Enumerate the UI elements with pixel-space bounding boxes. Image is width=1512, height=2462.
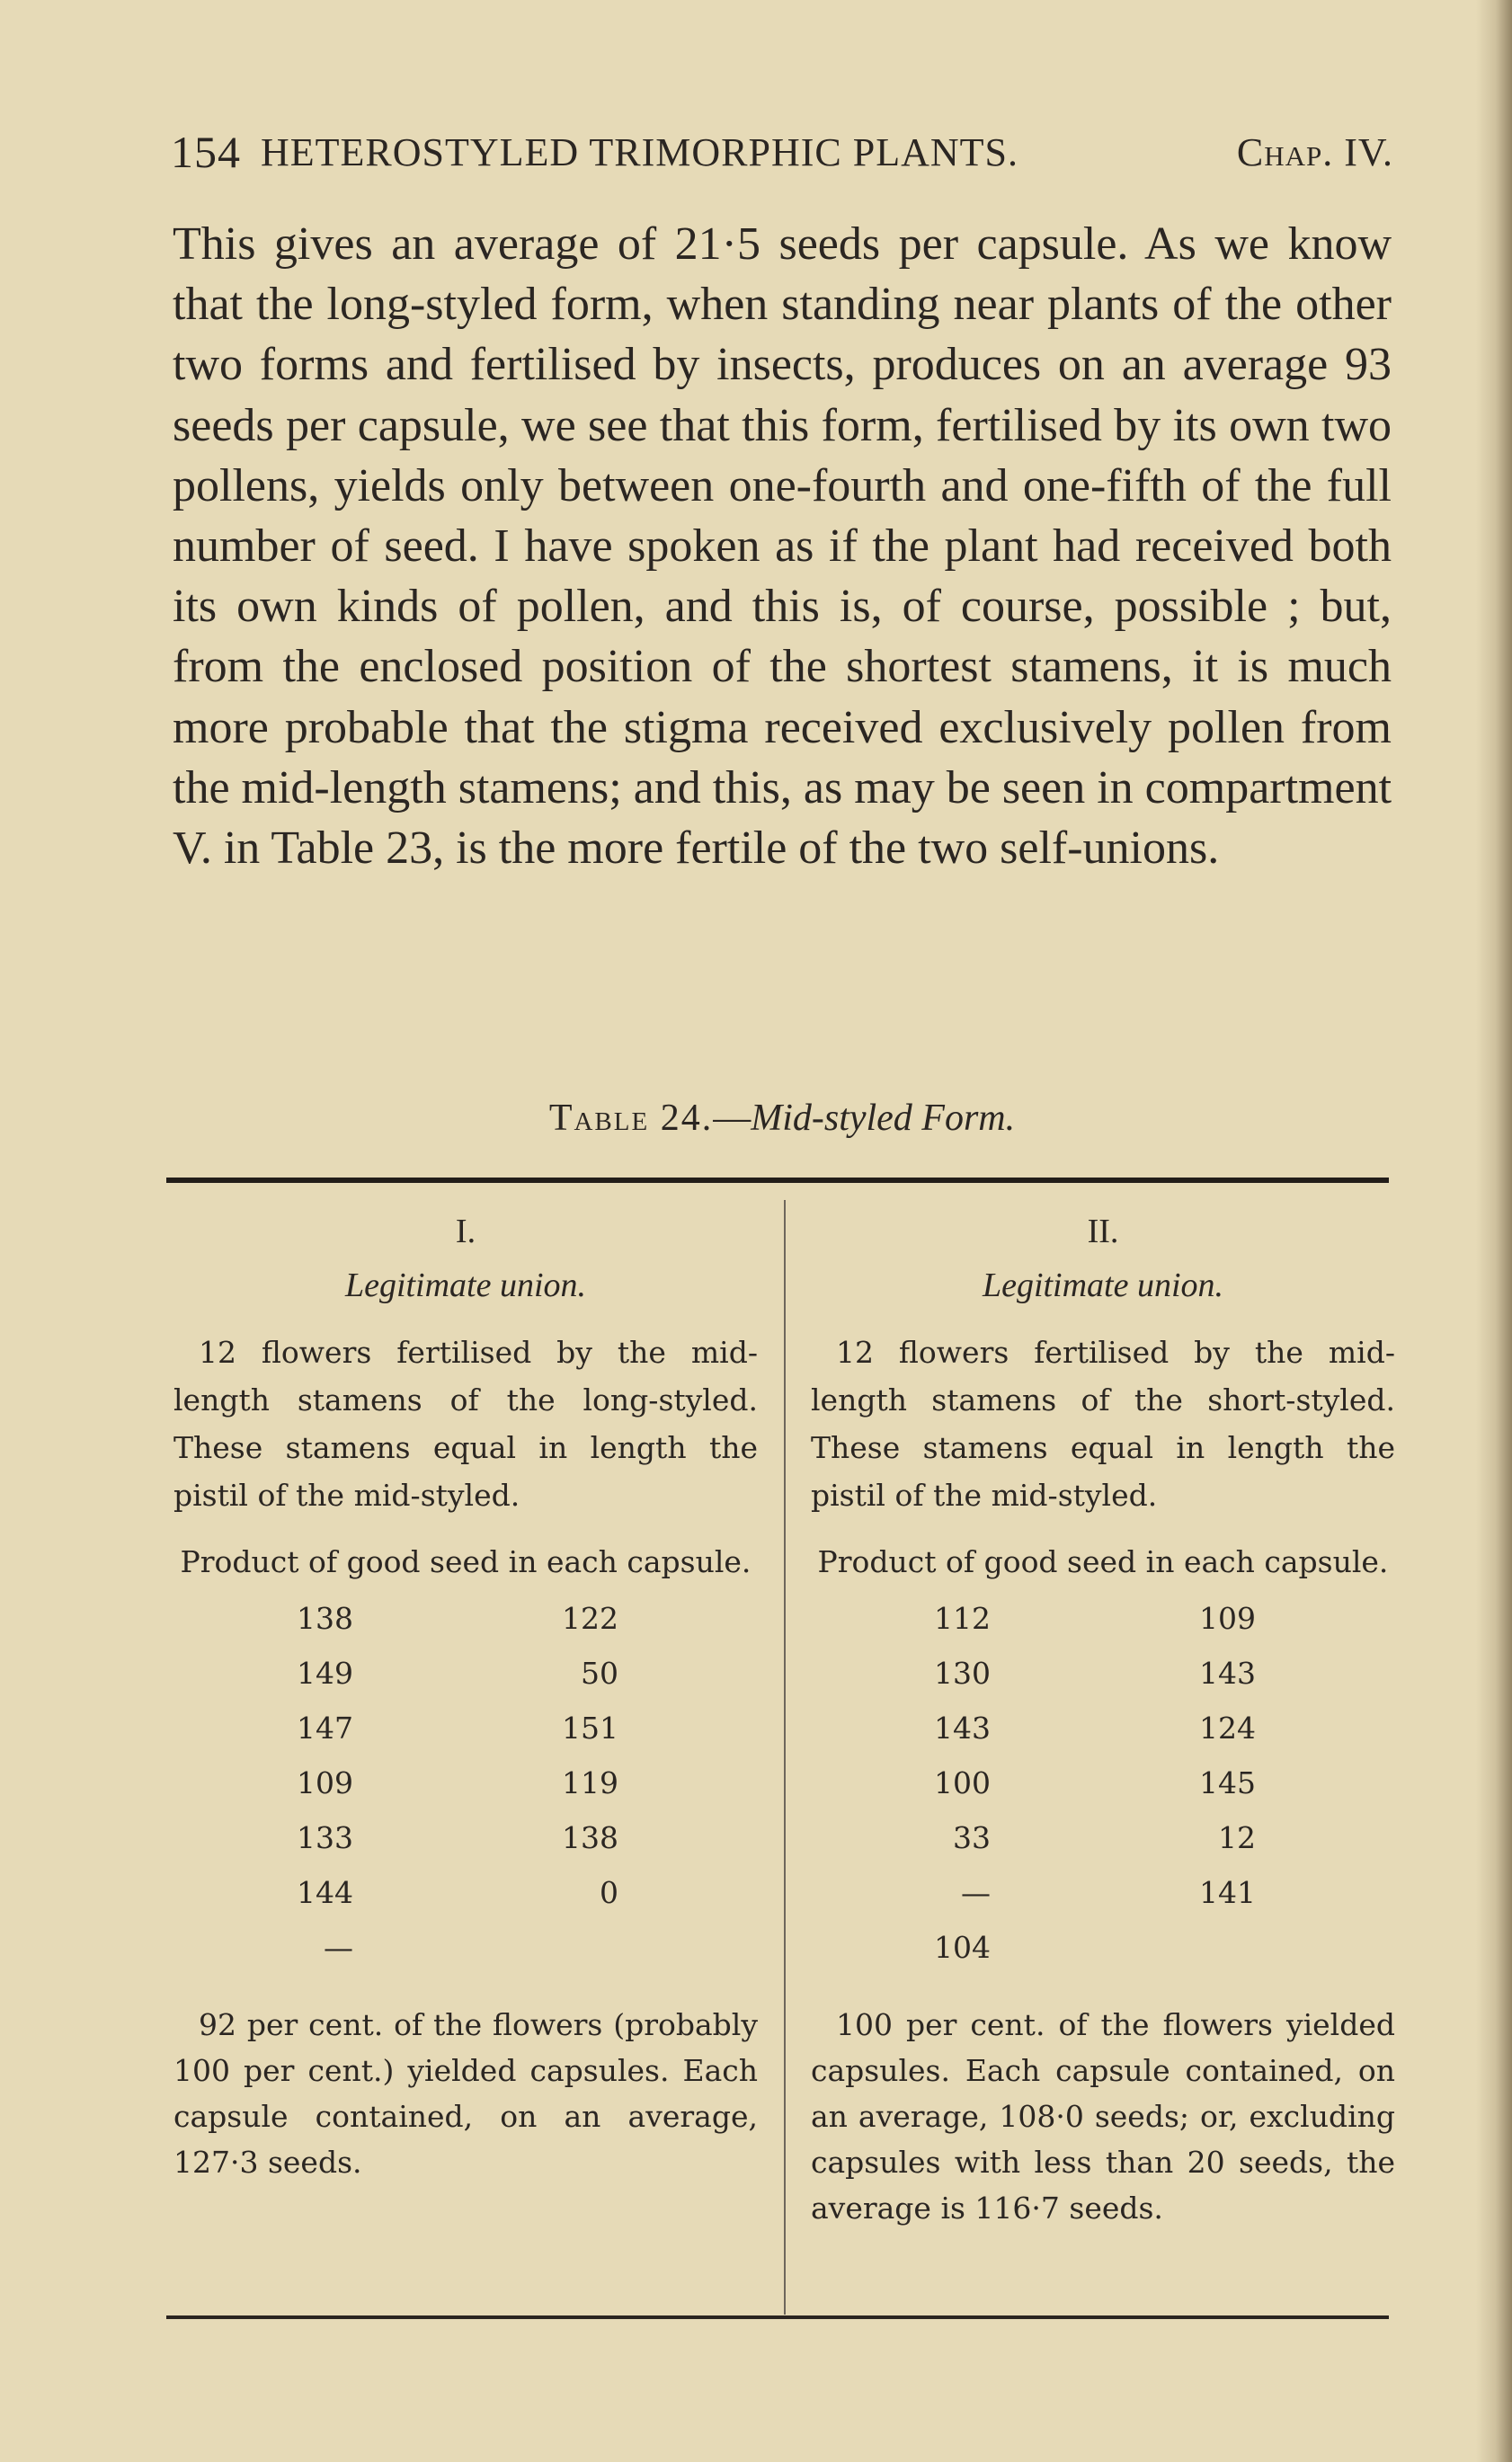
page-edge-shadow	[1476, 0, 1512, 2462]
cell: 143	[1199, 1656, 1256, 1691]
cell: 122	[562, 1601, 618, 1636]
column-product-label: Product of good seed in each capsule.	[180, 1544, 752, 1579]
table-row	[811, 1646, 1395, 1701]
table-row	[811, 1591, 1395, 1646]
table-row	[173, 1646, 758, 1701]
table-row	[173, 1920, 758, 1975]
column-description: 12 flowers fertilised by the mid-length stamens of the short-styled. These stamens equal in length the pistil of the mid-styled.	[811, 1335, 1395, 1513]
cell: 104	[934, 1930, 991, 1965]
cell: 138	[297, 1601, 353, 1636]
table-column-divider	[784, 1200, 786, 2315]
table-caption-label: Table 24.	[548, 1098, 714, 1139]
column-summary: 100 per cent. of the flowers yielded capsules. Each capsule contained, on an average, 108·0 seeds; or, excluding capsules with less than 20 seeds, the average is 116·7 seeds.	[811, 2007, 1395, 2226]
column-union-type: Legitimate union.	[344, 1267, 587, 1304]
column-product-label: Product of good seed in each capsule.	[817, 1544, 1389, 1579]
cell: 149	[297, 1656, 353, 1691]
cell: 119	[562, 1765, 618, 1800]
table-row	[173, 1701, 758, 1755]
column-description: 12 flowers fertilised by the mid-length stamens of the long-styled. These stamens equal in length the pistil of the mid-styled.	[173, 1335, 758, 1513]
column-numeral: II.	[1087, 1213, 1119, 1250]
cell: 141	[1199, 1875, 1256, 1910]
column-numeral: I.	[455, 1213, 476, 1250]
cell: —	[324, 1930, 353, 1965]
table-caption-dash: —	[713, 1098, 752, 1139]
table-row	[811, 1810, 1395, 1865]
column-summary: 92 per cent. of the flowers (probably 100 per cent.) yielded capsules. Each capsule contained, on an average, 127·3 seeds.	[173, 2007, 758, 2180]
table-row	[811, 1865, 1395, 1920]
table-caption-subject: Mid-styled Form.	[751, 1098, 1016, 1139]
cell: 109	[297, 1765, 353, 1800]
table-row	[811, 1701, 1395, 1755]
cell: 33	[953, 1820, 991, 1855]
cell: 144	[297, 1875, 353, 1910]
cell: 12	[1218, 1820, 1256, 1855]
cell: 0	[600, 1875, 618, 1910]
table-column-i	[173, 1204, 758, 2185]
cell: 151	[562, 1711, 618, 1746]
column-values	[173, 1591, 758, 1975]
cell: 138	[562, 1820, 618, 1855]
cell: 133	[297, 1820, 353, 1855]
table-row	[173, 1865, 758, 1920]
cell: 130	[934, 1656, 991, 1691]
cell: 143	[934, 1711, 991, 1746]
body-text	[173, 214, 1392, 878]
column-values	[811, 1591, 1395, 1975]
cell: 124	[1199, 1711, 1256, 1746]
cell: 50	[581, 1656, 618, 1691]
table-row	[173, 1755, 758, 1810]
table-column-ii	[811, 1204, 1395, 2231]
cell: 112	[934, 1601, 991, 1636]
table-caption	[173, 1097, 1392, 1140]
cell: 147	[297, 1711, 353, 1746]
table-row	[173, 1591, 758, 1646]
table-row	[811, 1755, 1395, 1810]
body-paragraph: This gives an average of 21·5 seeds per capsule. As we know that the long-styled form, when standing near plants of the other two forms and fertilised by insects, produces on an average 93 seeds per capsule, we see that this form, fertilised by its own two pollens, yields only between one-fourth and one-fifth of the full number of seed. I have spoken as if the plant had received both its own kinds of pollen, and this is, of course, possible ; but, from the enclosed position of the shortest stamens, it is much more probable that the stigma received exclusively pollen from the mid-length stamens; and this, as may be seen in compartment V. in Table 23, is the more fertile of the two self-unions.	[173, 218, 1392, 875]
chapter-label: Chap. IV.	[1236, 130, 1393, 174]
cell: —	[961, 1875, 991, 1910]
column-union-type: Legitimate union.	[982, 1267, 1224, 1304]
cell: 145	[1199, 1765, 1256, 1800]
running-title: HETEROSTYLED TRIMORPHIC PLANTS.	[261, 130, 1019, 174]
cell: 100	[934, 1765, 991, 1800]
cell: 109	[1199, 1601, 1256, 1636]
running-head	[171, 126, 1393, 180]
table-row	[811, 1920, 1395, 1975]
table-top-rule	[166, 1178, 1389, 1183]
table-bottom-rule	[166, 2315, 1389, 2319]
table-row	[173, 1810, 758, 1865]
page-number: 154	[171, 127, 241, 177]
